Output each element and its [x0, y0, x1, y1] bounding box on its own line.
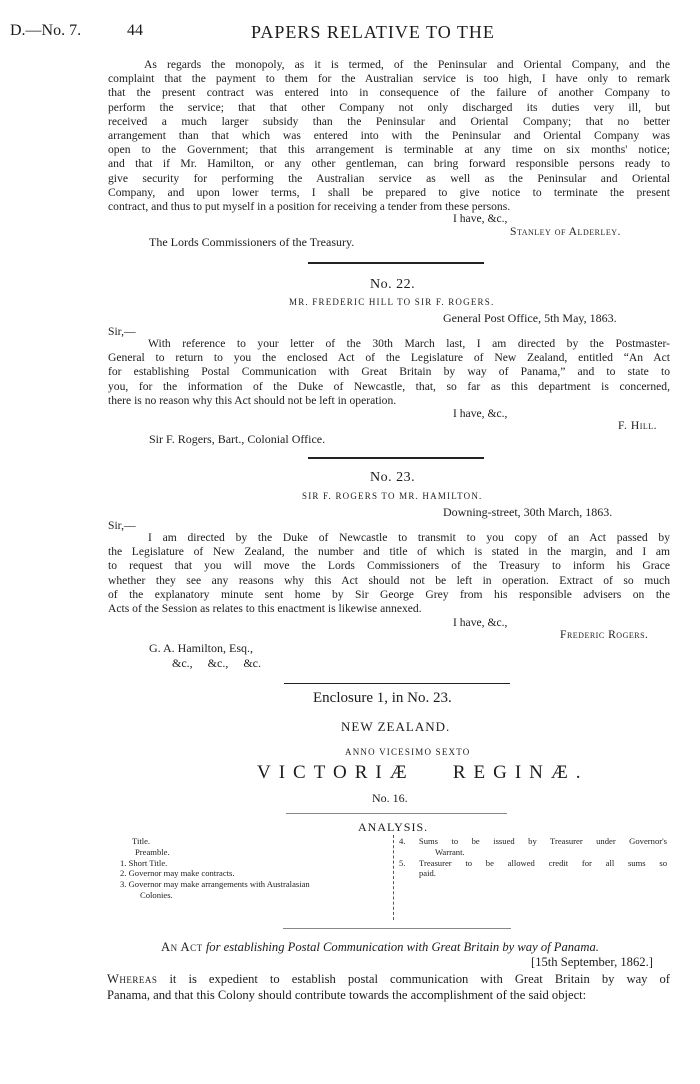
- letter-23-place-date: Downing-street, 30th March, 1863.: [443, 505, 613, 519]
- stanley-line: that the present contract was entered into in consequence of the failure of another Company to: [108, 86, 670, 100]
- section-divider: [283, 928, 511, 929]
- letter-23-line: I am directed by the Duke of Newcastle to transmit to you copy of an Act passed by: [148, 531, 670, 544]
- letter-23-addressee-etc: &c., &c., &c.: [172, 656, 261, 670]
- analysis-item: Colonies.: [140, 889, 173, 900]
- page-number: 44: [127, 22, 143, 39]
- letter-22-line: you, for the information of the Duke of Newcastle, that, so far as this department is concerned,: [108, 379, 670, 393]
- analysis-heading: ANALYSIS.: [358, 820, 429, 834]
- letter-22-line: for establishing Postal Communication with Great Britain by way of Panama,” and to state to: [108, 365, 670, 379]
- letter-23-signature: Frederic Rogers.: [560, 628, 649, 641]
- letter-22-line: General to return to you the enclosed Act of the Legislature of New Zealand, entitled “An Act: [108, 351, 670, 365]
- letter-22-line: With reference to your letter of the 30th March last, I am directed by the Postmaster-: [148, 337, 670, 350]
- stanley-line: arrangement than that which was entered into with the Peninsular and Oriental Company was: [108, 129, 670, 143]
- analysis-item: 5. Treasurer to be allowed credit for all sums so: [399, 857, 667, 868]
- stanley-letter-body: [108, 58, 670, 214]
- stanley-line: Company, and upon lower terms, I shall be prepared to give notice to terminate the present: [108, 185, 670, 199]
- letter-22-signature: F. Hill.: [618, 419, 658, 432]
- letter-23-salutation: Sir,—: [108, 519, 136, 532]
- letter-22-number: No. 22.: [370, 277, 416, 292]
- letter-23-line: to request that you will move the Lords Commissioners of the Treasury to inform his Grace: [108, 559, 670, 573]
- letter-23-line: of the explanatory minute sent home by Sir George Grey from his responsible advisers on the: [108, 587, 670, 601]
- letter-22-place-date: General Post Office, 5th May, 1863.: [443, 311, 617, 325]
- preamble-word: Whereas: [107, 972, 158, 986]
- letter-23-line: the Legislature of New Zealand, the number and title of which is stated in the margin, and I am: [108, 545, 670, 559]
- stanley-closing: I have, &c.,: [453, 212, 508, 225]
- act-title-prefix: An Act: [161, 940, 203, 954]
- analysis-item: 1. Short Title.: [120, 857, 168, 868]
- act-title: [161, 940, 599, 955]
- stanley-line: contract, and thus to put myself in a position for receiving a tender from these persons.: [108, 200, 511, 214]
- letter-23-line: whether they see any reasons why this Act should not be left in operation. Extract of so much: [108, 573, 670, 587]
- analysis-item: Warrant.: [435, 846, 465, 857]
- preamble-text-1: it is expedient to establish postal communication with Great Britain by way of: [169, 972, 670, 986]
- letter-23-body: [108, 531, 670, 616]
- analysis-right-column: [399, 836, 667, 879]
- stanley-line: complaint that the payment to them for the Australian service is too high, I have only to remark: [108, 72, 670, 86]
- act-title-text: for establishing Postal Communication with Great Britain by way of Panama.: [205, 940, 599, 954]
- analysis-item: paid.: [419, 868, 436, 879]
- stanley-line: open to the Government; that this arrangement is terminable at any time on six months' notice;: [108, 143, 670, 157]
- analysis-left-column: [120, 836, 310, 901]
- analysis-column-divider: [393, 835, 394, 920]
- analysis-item: Title.: [132, 836, 151, 846]
- stanley-signature: Stanley of Alderley.: [510, 225, 621, 238]
- letter-22-closing: I have, &c.,: [453, 407, 508, 420]
- enclosure-country: NEW ZEALAND.: [341, 719, 451, 734]
- stanley-line: and that if Mr. Hamilton, or any other gentleman, can bring forward responsible persons ready to: [108, 157, 670, 171]
- letter-23-number: No. 23.: [370, 470, 416, 485]
- stanley-line: As regards the monopoly, as it is termed, of the Peninsular and Oriental Company, and the: [144, 58, 670, 71]
- section-divider: [308, 262, 484, 264]
- preamble-line-2: Panama, and that this Colony should contribute towards the accomplishment of the said object:: [107, 987, 587, 1002]
- letter-22-parties: MR. FREDERIC HILL TO SIR F. ROGERS.: [289, 297, 495, 307]
- letter-22-addressee: Sir F. Rogers, Bart., Colonial Office.: [149, 432, 326, 446]
- act-preamble: [107, 972, 670, 1003]
- stanley-line: give security for performing the Australian service as well as the Peninsular and Oriental: [108, 171, 670, 185]
- analysis-item: Preamble.: [135, 846, 170, 857]
- letter-22-body: [108, 337, 670, 408]
- preamble-line-1: [107, 972, 670, 988]
- regnal-prefix: ANNO VICESIMO SEXTO: [345, 747, 471, 757]
- letter-23-addressee-name: G. A. Hamilton, Esq.,: [149, 641, 253, 655]
- section-divider: [286, 813, 507, 814]
- analysis-item: 3. Governor may make arrangements with Australasian: [120, 879, 310, 890]
- section-divider: [284, 683, 510, 684]
- analysis-item: 2. Governor may make contracts.: [120, 868, 235, 879]
- section-divider: [308, 457, 484, 459]
- stanley-addressee: The Lords Commissioners of the Treasury.: [149, 235, 355, 249]
- running-title: PAPERS RELATIVE TO THE: [251, 22, 495, 42]
- act-number: No. 16.: [372, 791, 408, 805]
- letter-23-parties: SIR F. ROGERS TO MR. HAMILTON.: [302, 491, 483, 501]
- document-reference: D.—No. 7.: [10, 22, 82, 39]
- stanley-line: received a much larger subsidy than the Peninsular and Oriental Company; that no better: [108, 114, 670, 128]
- letter-23-closing: I have, &c.,: [453, 616, 508, 629]
- analysis-item: 4. Sums to be issued by Treasurer under Governor's: [399, 836, 667, 846]
- letter-22-salutation: Sir,—: [108, 325, 136, 338]
- regnal-title: VICTORIÆ REGINÆ.: [257, 762, 589, 783]
- act-date: [15th September, 1862.]: [531, 955, 653, 969]
- stanley-line: perform the service; that that other Company not only discharged its duties very ill, but: [108, 100, 670, 114]
- enclosure-heading: Enclosure 1, in No. 23.: [313, 690, 452, 706]
- letter-23-line: Acts of the Session as relates to this enactment is likewise annexed.: [108, 602, 422, 616]
- letter-22-line: there is no reason why this Act should not be left in operation.: [108, 393, 397, 407]
